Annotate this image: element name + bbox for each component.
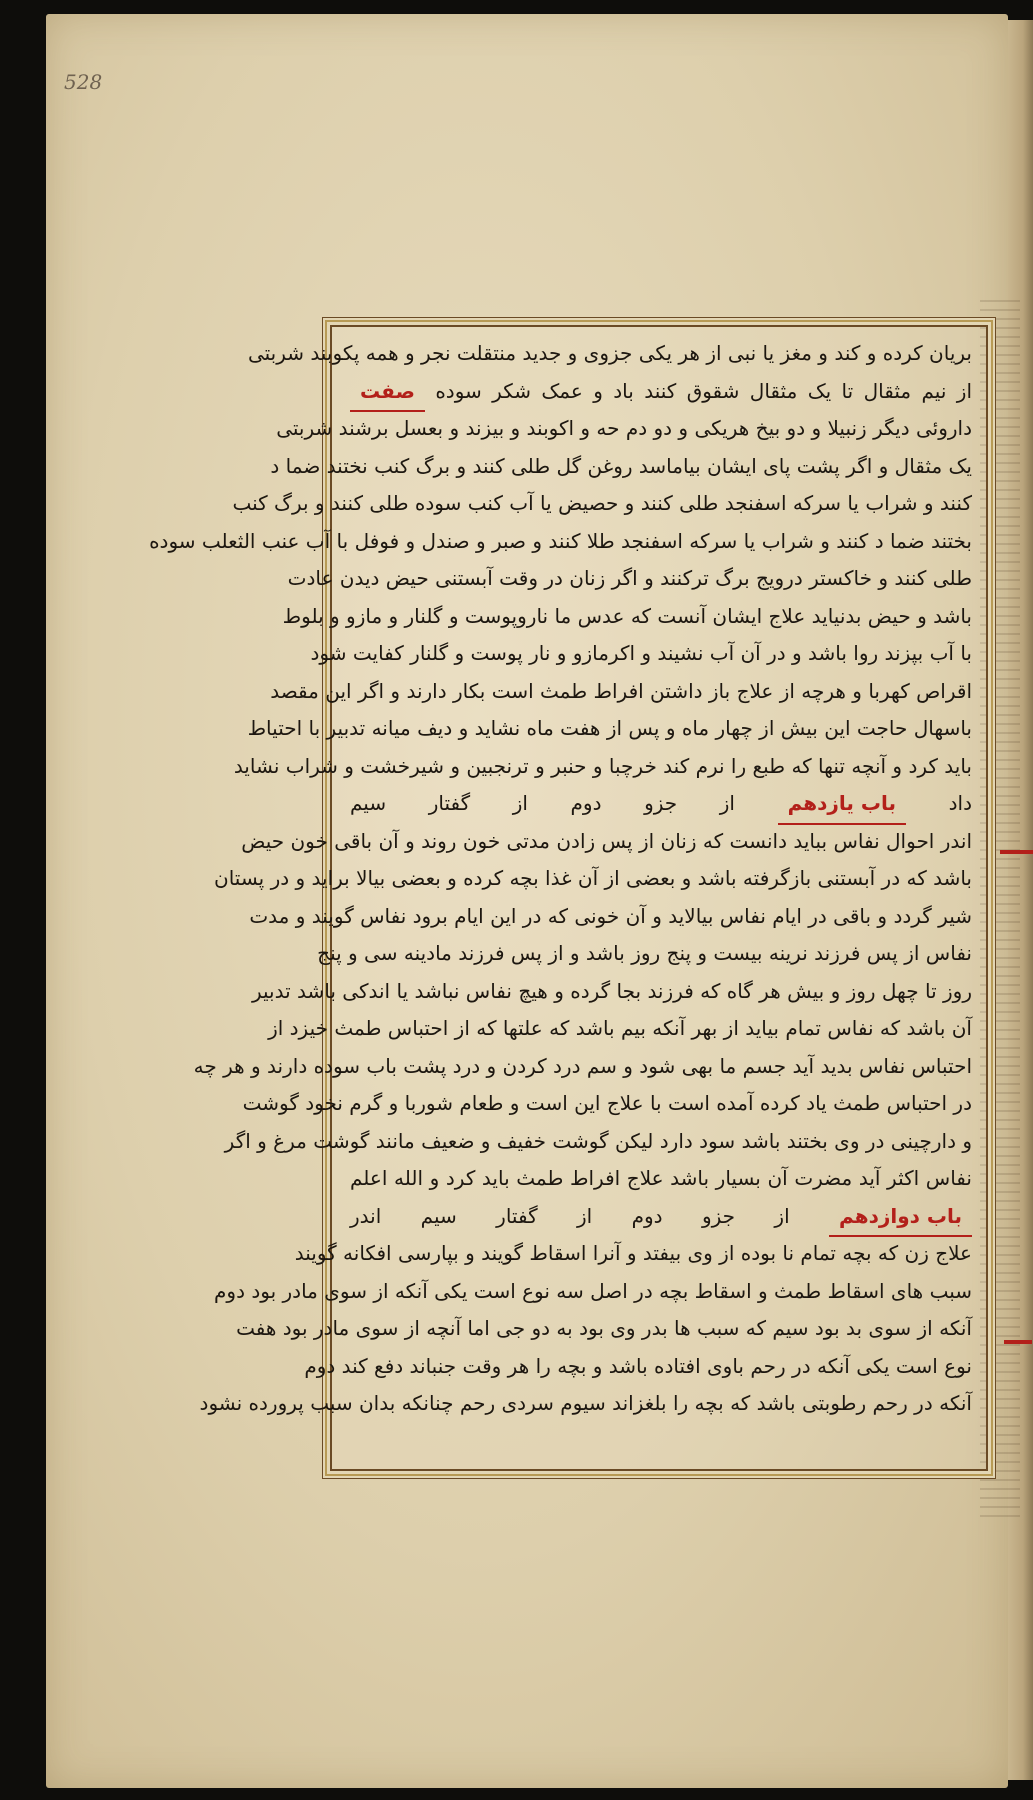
text-line	[241, 823, 972, 861]
line-text: اندر احوال نفاس بباید دانست که زنان از پس زادن مدتی خون روند و آن باقی خون حیض	[241, 828, 972, 853]
text-line	[224, 1123, 972, 1161]
text-line	[268, 1010, 972, 1048]
line-text: شیر گردد و باقی در ایام نفاس بیالاید و آن خونی که در این ایام برود نفاس گویند و مدت	[249, 903, 972, 928]
line-text: از نیم مثقال تا یک مثقال شقوق کنند باد و عمک شکر سوده	[435, 378, 973, 403]
text-line	[350, 1160, 972, 1198]
text-line	[236, 1310, 972, 1348]
text-line	[193, 1048, 972, 1086]
text-line	[270, 673, 972, 711]
line-text: از جزو دوم از گفتار سیم	[350, 791, 735, 815]
rubric-heading: باب دوازدهم	[829, 1198, 972, 1238]
line-text: آنکه در رحم رطوبتی باشد که بچه را بلغزاند سیوم سردی رحم چنانکه بدان سبب پرورده نشود	[199, 1391, 972, 1415]
line-text: علاج زن که بچه تمام نا بوده از وی بیفتد و آنرا اسقاط گویند و بپارسی افکانه گویند	[294, 1241, 972, 1265]
line-text: آن باشد که نفاس تمام بیاید از بهر آنکه بیم باشد که علتها که از احتباس طمث خیزد از	[268, 1016, 972, 1040]
text-line	[214, 860, 972, 898]
text-line	[317, 935, 972, 973]
text-line	[247, 710, 972, 748]
line-text: یک مثقال و اگر پشت پای ایشان بیاماسد روغن گل طلی کنند و برگ کنب نختند ضما د	[270, 453, 972, 478]
text-line	[251, 973, 972, 1011]
text-line	[214, 1273, 972, 1311]
line-text: بختند ضما د کنند و شراب یا سرکه اسفنجد طلا کنند و صبر و صندل و فوفل با آب عنب الثعلب سوده	[149, 528, 972, 553]
line-text: کنند و شراب یا سرکه اسفنجد طلی کنند و حصیض یا آب کنب سوده طلی کنند و برگ کنب	[232, 491, 972, 515]
text-line	[247, 335, 972, 373]
rubric-heading: صفت	[350, 373, 425, 413]
line-text: احتباس نفاس بدید آید جسم ما بهی شود و سم درد کردن و درد پشت باب سوده دارند و هر چه	[193, 1053, 972, 1078]
line-text: طلی کنند و خاکستر درویج برگ ترکنند و اگر زنان در وقت آبستنی حیض دیدن عادت	[287, 566, 972, 590]
line-text: اقراص کهربا و هرچه از علاج باز داشتن افراط طمث است بکار دارند و اگر این مقصد	[270, 678, 972, 703]
folio-number: 528	[64, 70, 103, 94]
line-text: با آب بپزند روا باشد و در آن آب نشیند و اکرمازو و نار پوست و گلنار کفایت شود	[310, 641, 972, 665]
line-text: در احتباس طمث یاد کرده آمده است با علاج این است و طعام شوربا و گرم نخود گوشت	[242, 1091, 972, 1115]
text-block	[149, 335, 973, 1461]
line-text: باشد که در آبستنی بازگرفته باشد و بعضی از آن غذا بچه کرده و بعضی بیالا براید و در پستان	[214, 866, 972, 890]
text-line	[304, 1348, 972, 1386]
text-line	[149, 523, 972, 561]
text-line	[276, 410, 972, 448]
ruled-text-frame	[149, 325, 988, 1471]
text-line	[233, 748, 972, 786]
rubric-heading: باب یازدهم	[778, 785, 906, 825]
text-line	[199, 1385, 972, 1423]
line-text: باسهال حاجت این بیش از چهار ماه و پس از هفت ماه نشاید و دیف میانه تدبیر با احتیاط	[247, 716, 972, 740]
line-text: از جزو دوم از گفتار سیم اندر	[350, 1203, 790, 1228]
line-text: نوع است یکی آنکه در رحم باوی افتاده باشد و بچه را هر وقت جنباند دفع کند دوم	[304, 1353, 972, 1378]
line-text: روز تا چهل روز و بیش هر گاه که فرزند بجا گرده و هیچ نفاس نباشد یا اندکی باشد تدبیر	[251, 978, 972, 1003]
line-text: بریان کرده و کند و مغز یا نبی از هر یکی جزوی و جدید منتقلت نجر و همه پکوبند شربتی	[247, 341, 972, 365]
text-line	[287, 560, 972, 598]
line-text: داروئی دیگر زنبیلا و دو بیخ هریکی و دو دم حه و اکوبند و بیزند و بعسل برشند شربتی	[276, 416, 972, 440]
text-line	[270, 448, 972, 486]
line-text: باشد و حیض بدنیاید علاج ایشان آنست که عدس ما ناروپوست و گلنار و مازو و بلوط	[282, 603, 972, 628]
text-line	[249, 898, 972, 936]
line-text: نفاس اکثر آید مضرت آن بسیار باشد علاج افراط طمث باید کرد و الله اعلم	[350, 1166, 972, 1190]
margin-rubric-mark	[1004, 1340, 1032, 1344]
text-line	[282, 598, 972, 636]
text-line	[242, 1085, 972, 1123]
line-text: داد	[948, 791, 973, 815]
line-text: و دارچینی در وی بختند باشد سود دارد لیکن گوشت خفیف و ضعیف مانند گوشت مرغ و اگر	[224, 1128, 972, 1153]
line-text: آنکه از سوی بد بود سیم که سبب ها بدر وی بود به دو جی اما آنچه از سوی مادر بود هفت	[236, 1316, 972, 1340]
line-text: باید کرد و آنچه تنها که طبع را نرم کند خرچبا و حنبر و ترنجبین و شیرخشت و شراب نشاید	[233, 753, 972, 778]
line-text: نفاس از پس فرزند نرینه بیست و پنج روز باشد و از پس فرزند مادینه سی و پنج	[317, 941, 972, 965]
text-line	[350, 1198, 972, 1236]
text-line	[350, 785, 972, 823]
text-line	[294, 1235, 972, 1273]
text-line	[350, 373, 972, 411]
text-line	[310, 635, 972, 673]
margin-rubric-mark	[1000, 850, 1033, 854]
text-line	[232, 485, 972, 523]
line-text: سبب های اسقاط طمث و اسقاط بچه در اصل سه نوع است یکی آنکه از سوی مادر بود دوم	[214, 1278, 972, 1303]
